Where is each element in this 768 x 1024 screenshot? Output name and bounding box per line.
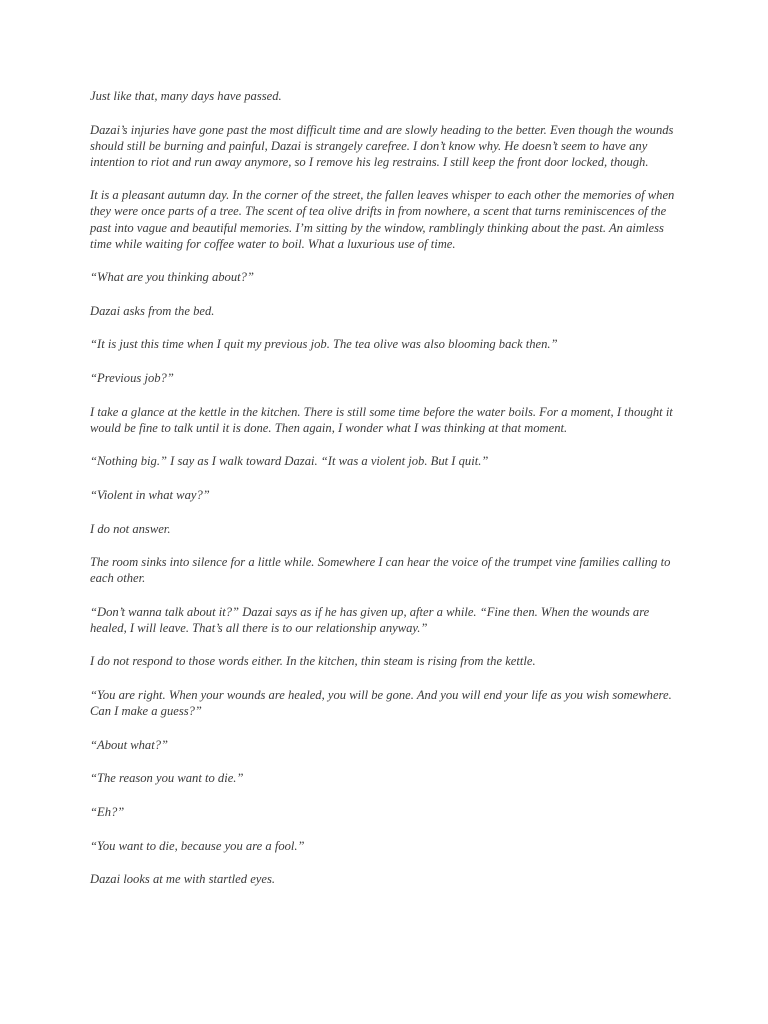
paragraph: Just like that, many days have passed. <box>90 89 282 103</box>
paragraph: “About what?” <box>90 737 169 752</box>
paragraph: I do not respond to those words either. In the kitchen, thin steam is rising from the kettle. <box>90 654 536 669</box>
paragraph: “Eh?” <box>90 804 125 819</box>
paragraph: I take a glance at the kettle in the kitchen. There is still some time before the water boils. For a moment, I thought it would be fine to talk until it is done. Then again, I wonder what I was thinking at that moment. <box>90 404 673 435</box>
paragraph: The room sinks into silence for a little while. Somewhere I can hear the voice of the trumpet vine families calling to each other. <box>90 555 671 586</box>
paragraph: “Previous job?” <box>90 371 174 386</box>
paragraph: “You are right. When your wounds are healed, you will be gone. And you will end your life as you wish somewhere. Can I make a guess?” <box>90 688 672 719</box>
document-page <box>90 88 678 905</box>
paragraph: “It is just this time when I quit my previous job. The tea olive was also blooming back then.” <box>90 337 558 352</box>
paragraph: “The reason you want to die.” <box>90 771 244 786</box>
paragraph: “Violent in what way?” <box>90 487 210 502</box>
paragraph: “You want to die, because you are a fool.” <box>90 838 305 853</box>
paragraph: I do not answer. <box>90 521 171 536</box>
paragraph: Dazai’s injuries have gone past the most difficult time and are slowly heading to the better. Even though the wounds should still be burning and painful, Dazai is strangely carefree. I don’t know why. He doesn’t seem to have any intention to riot and run away anymore, so I remove his leg restrains. I still keep the front door locked, though. <box>90 122 674 169</box>
paragraph: “Nothing big.” I say as I walk toward Dazai. “It was a violent job. But I quit.” <box>90 454 489 469</box>
paragraph: Dazai asks from the bed. <box>90 303 215 318</box>
paragraph: “Don’t wanna talk about it?” Dazai says as if he has given up, after a while. “Fine then. When the wounds are healed, I will leave. That’s all there is to our relationship anyway.” <box>90 604 650 635</box>
paragraph: “What are you thinking about?” <box>90 270 254 285</box>
paragraph: It is a pleasant autumn day. In the corner of the street, the fallen leaves whisper to each other the memories of when they were once parts of a tree. The scent of tea olive drifts in from nowhere, a scent that turns reminiscences of the past into vague and beautiful memories. I’m sitting by the window, ramblingly thinking about the past. An aimless time while waiting for coffee water to boil. What a luxurious use of time. <box>90 188 675 251</box>
paragraph: Dazai looks at me with startled eyes. <box>90 872 276 887</box>
